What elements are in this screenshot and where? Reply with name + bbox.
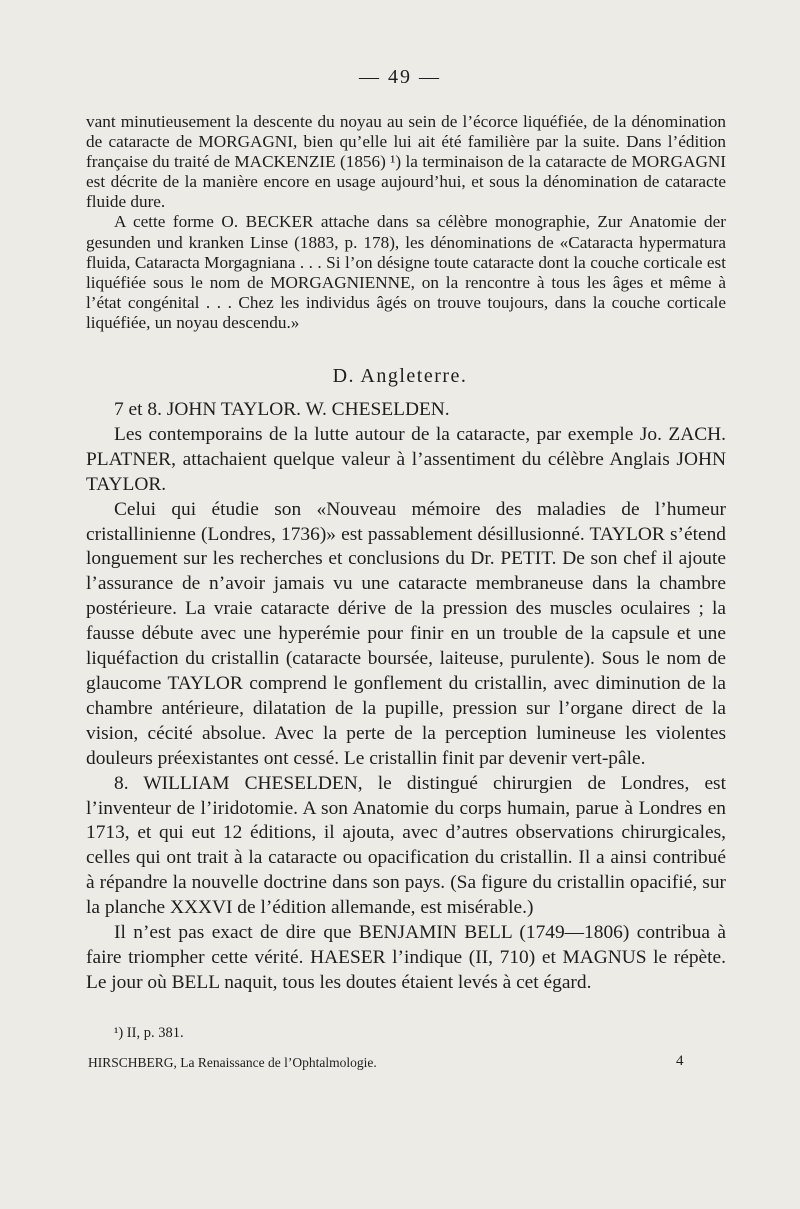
body-paragraph-4: Il n’est pas exact de dire que BENJAMIN BELL (1749—1806) contribua à faire triompher cette vérité. HAESER l’indique (II, 710) et MAGNUS le répète. Le jour où BELL naquit, tous les doutes étaient levés à cet égard. bbox=[86, 922, 726, 993]
section-heading: D. Angleterre. bbox=[332, 365, 468, 387]
body-paragraph-3: 8. WILLIAM CHESELDEN, le distingué chirurgien de Londres, est l’inventeur de l’iridotomie. A son Anatomie du corps humain, parue à Londres en 1713, et qui eut 12 éditions, il ajouta, avec d’autres observations chirurgicales, celles qui ont trait à la cataracte ou opacification du cristallin. Il a ainsi contribué à répandre la nouvelle doctrine dans son pays. (Sa figure du cristallin opacifié, sur la planche XXXVI de l’édition allemande, est misérable.) bbox=[86, 772, 726, 919]
main-text-block bbox=[86, 398, 726, 996]
signature-mark: 4 bbox=[676, 1053, 684, 1069]
footer-source: HIRSCHBERG, La Renaissance de l’Ophtalmologie. bbox=[88, 1055, 377, 1070]
page-number: — 49 — bbox=[359, 66, 441, 88]
footnote: ¹) II, p. 381. bbox=[114, 1025, 184, 1041]
quotation-block bbox=[86, 112, 726, 333]
quote-paragraph-2: A cette forme O. BECKER attache dans sa célèbre monographie, Zur Anatomie der gesunden und kranken Linse (1883, p. 178), les dénominations de «Cataracta hypermatura fluida, Cataracta Morgagniana . . . Si l’on désigne toute cataracte dont la couche corticale est liquéfiée sous le nom de MORGAGNIENNE, on la rencontre à tous les âges et même à l’état congénital . . . Chez les individus âgés on trouve toujours, dans la couche corticale liquéfiée, un noyau descendu.» bbox=[86, 212, 726, 332]
body-paragraph-2: Celui qui étudie son «Nouveau mémoire des maladies de l’humeur cristallinienne (Londres, 1736)» est passablement désillusionné. TAYLOR s’étend longuement sur les recherches et conclusions du Dr. PETIT. De son chef il ajoute l’assurance de n’avoir jamais vu une cataracte membraneuse dans la chambre postérieure. La vraie cataracte dérive de la pression des muscles oculaires ; la fausse débute avec une hyperémie pour finir en un trouble de la capsule et une liquéfaction du cristallin (cataracte boursée, laiteuse, purulente). Sous le nom de glaucome TAYLOR comprend le gonflement du cristallin, avec diminution de la chambre antérieure, dilatation de la pupille, pression sur l’organe direct de la vision, cécité absolue. Avec la perte de la perception lumineuse les violentes douleurs préexistantes ont cessé. Le cristallin finit par devenir vert-pâle. bbox=[86, 498, 726, 769]
body-paragraph-1: Les contemporains de la lutte autour de la cataracte, par exemple Jo. ZACH. PLATNER, attachaient quelque valeur à l’assentiment du célèbre Anglais JOHN TAYLOR. bbox=[86, 423, 726, 495]
subsection-heading: 7 et 8. JOHN TAYLOR. W. CHESELDEN. bbox=[114, 399, 450, 420]
quote-paragraph-1: vant minutieusement la descente du noyau au sein de l’écorce liquéfiée, de la dénomination de cataracte de MORGAGNI, bien qu’elle lui ait été familière par la suite. Dans l’édition française du traité de MACKENZIE (1856) ¹) la terminaison de la cataracte de MORGAGNI est décrite de la manière encore en usage aujourd’hui, et sous la dénomination de cataracte fluide dure. bbox=[86, 112, 726, 212]
